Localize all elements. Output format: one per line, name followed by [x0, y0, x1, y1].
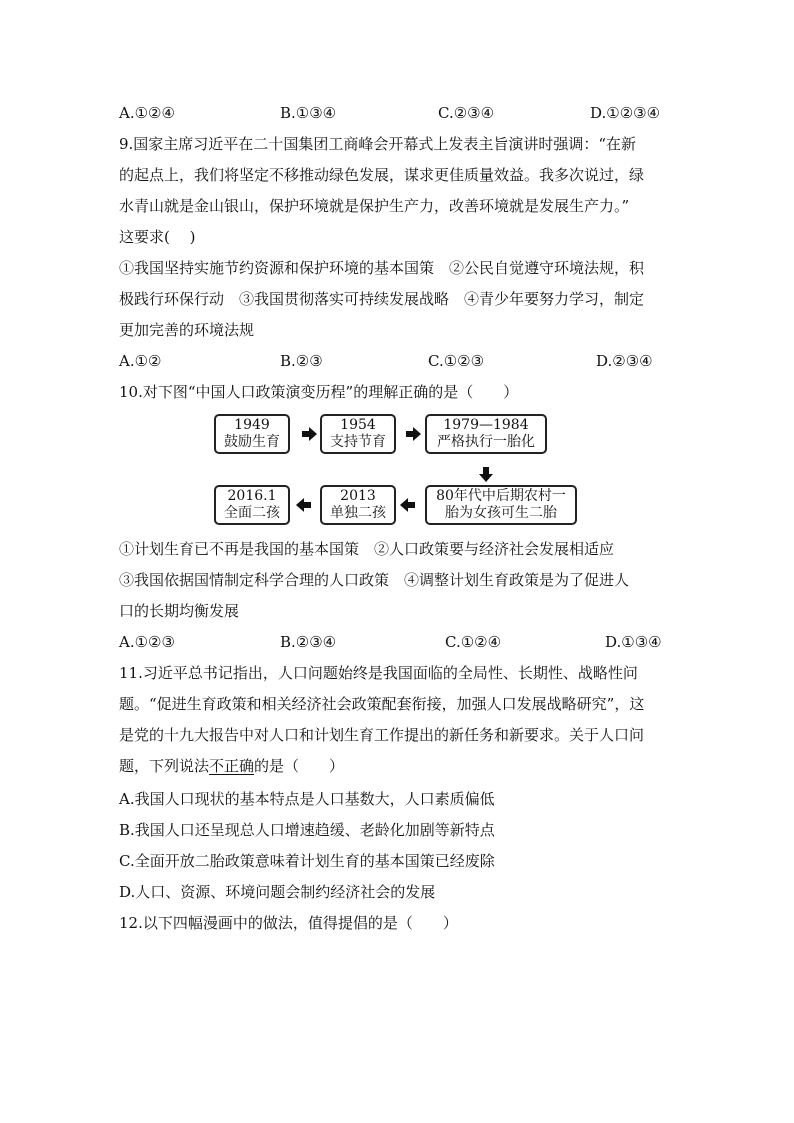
q8-option-a[interactable]: A.①②④ — [119, 104, 175, 122]
right-arrow-icon — [309, 427, 317, 441]
q10-option-b[interactable]: B.②③④ — [280, 633, 337, 651]
q11-option-c[interactable]: C.全面开放二胎政策意味着计划生育的基本国策已经废除 — [119, 852, 495, 870]
q9-option-b[interactable]: B.②③ — [280, 352, 323, 370]
down-arrow-icon — [479, 474, 493, 482]
flow-box-1980s-rural — [425, 485, 577, 525]
flow-box-2013 — [320, 485, 396, 525]
q9-option-c[interactable]: C.①②③ — [428, 352, 485, 370]
q9-choice-line: 极践行环保行动 ③我国贯彻落实可持续发展战略 ④青少年要努力学习，制定 — [119, 290, 645, 308]
q11-option-b[interactable]: B.我国人口还呈现总人口增速趋缓、老龄化加剧等新特点 — [119, 821, 495, 839]
flow-box-policy: 胎为女孩可生二胎 — [445, 505, 557, 521]
flow-box-policy: 单独二孩 — [330, 505, 386, 521]
q8-options — [119, 103, 675, 123]
q10-choice-line: ①计划生育已不再是我国的基本国策 ②人口政策要与经济社会发展相适应 — [119, 540, 615, 558]
q11-stem-line: 题。“促进生育政策和相关经济社会政策配套衔接，加强人口发展战略研究”，这 — [119, 695, 645, 713]
q11-stem-suffix: 的是（ ） — [254, 757, 345, 775]
flow-box-policy: 支持节育 — [330, 434, 386, 450]
flow-box-1949 — [214, 414, 290, 454]
q9-option-a[interactable]: A.①② — [119, 352, 162, 370]
flow-box-1979-1984 — [425, 414, 547, 454]
q9-stem-line: 水青山就是金山银山，保护环境就是保护生产力，改善环境就是发展生产力。” — [119, 197, 630, 215]
q10-option-d[interactable]: D.①③④ — [605, 633, 662, 651]
q11-emphasis-underline: 不正确 — [209, 757, 255, 775]
q9-stem-line: 9.国家主席习近平在二十国集团工商峰会开幕式上发表主旨演讲时强调：“在新 — [119, 135, 636, 153]
left-arrow-icon — [296, 498, 304, 512]
flow-box-year: 2013 — [340, 488, 376, 504]
q12-stem: 12.以下四幅漫画中的做法，值得提倡的是（ ） — [119, 914, 458, 932]
q8-option-d[interactable]: D.①②③④ — [590, 104, 661, 122]
q8-option-b[interactable]: B.①③④ — [280, 104, 337, 122]
q10-choice-line: 口的长期均衡发展 — [119, 602, 240, 620]
flow-box-policy: 全面二孩 — [224, 505, 280, 521]
q9-stem-line: 这要求( ) — [119, 228, 196, 246]
q9-stem-line: 的起点上，我们将坚定不移推动绿色发展，谋求更佳质量效益。我多次说过，绿 — [119, 166, 645, 184]
q11-option-a[interactable]: A.我国人口现状的基本特点是人口基数大，人口素质偏低 — [119, 790, 495, 808]
q10-option-a[interactable]: A.①②③ — [119, 633, 175, 651]
flow-box-1954 — [320, 414, 396, 454]
q9-choice-line: ①我国坚持实施节约资源和保护环境的基本国策 ②公民自觉遵守环境法规，积 — [119, 259, 645, 277]
right-arrow-icon — [413, 427, 421, 441]
left-arrow-icon — [400, 498, 408, 512]
flow-box-year: 1949 — [234, 417, 270, 433]
flow-box-policy: 鼓励生育 — [224, 434, 280, 450]
q9-options — [119, 351, 675, 371]
q9-option-d[interactable]: D.②③④ — [596, 352, 653, 370]
flow-box-year: 1979—1984 — [443, 417, 529, 433]
flow-box-2016 — [214, 485, 290, 525]
q8-option-c[interactable]: C.②③④ — [438, 104, 495, 122]
q10-stem: 10.对下图“中国人口政策演变历程”的理解正确的是（ ） — [119, 383, 519, 401]
q10-option-c[interactable]: C.①②④ — [445, 633, 502, 651]
flow-box-year: 2016.1 — [227, 488, 277, 504]
q10-choice-line: ③我国依据国情制定科学合理的人口政策 ④调整计划生育政策是为了促进人 — [119, 571, 630, 589]
q11-stem-line: 11.习近平总书记指出，人口问题始终是我国面临的全局性、长期性、战略性问 — [119, 664, 638, 682]
q11-stem-line: 是党的十九大报告中对人口和计划生育工作提出的新任务和新要求。关于人口问 — [119, 726, 645, 744]
q11-option-d[interactable]: D.人口、资源、环境问题会制约经济社会的发展 — [119, 883, 436, 901]
flow-box-policy: 80年代中后期农村一 — [436, 488, 566, 504]
flow-box-year: 1954 — [340, 417, 376, 433]
q10-options — [119, 632, 675, 652]
q11-stem-line — [119, 756, 675, 776]
flow-box-policy: 严格执行一胎化 — [437, 434, 535, 450]
population-policy-flow-diagram — [214, 414, 594, 526]
q9-choice-line: 更加完善的环境法规 — [119, 321, 255, 339]
q11-stem-prefix: 题，下列说法 — [119, 757, 210, 775]
